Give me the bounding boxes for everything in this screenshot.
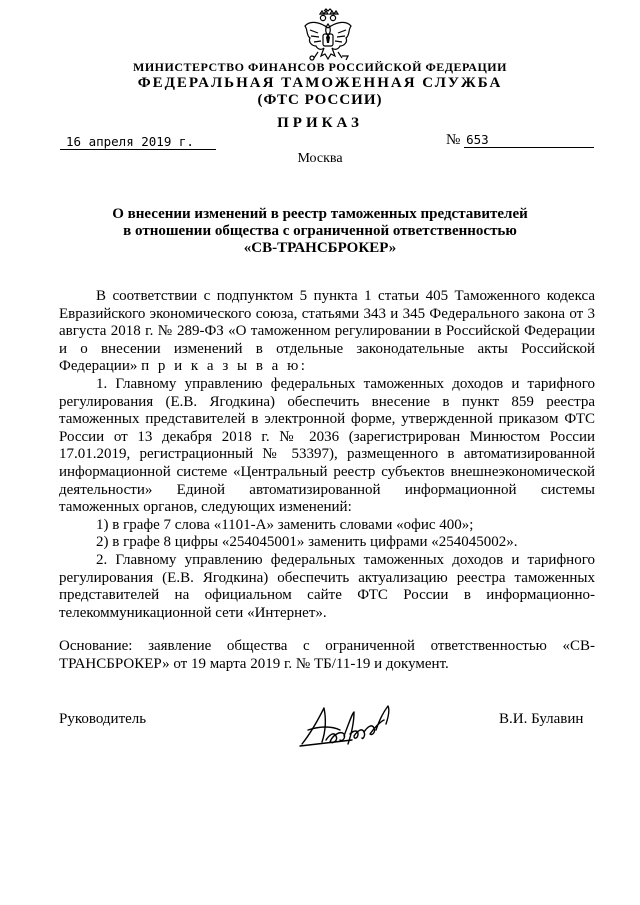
document-type: ПРИКАЗ [277,115,363,131]
document-body [59,288,595,622]
item-1: 1. Главному управлению федеральных таможенных доходов и тарифного регулирования (Е.В. Ягодкина) обеспечить внесение в пункт 859 реестра таможенных представителей в электронной форме, утвержденной приказом ФТС России от 13 декабря 2018 г. № 2036 (зарегистрирован Минюстом России 17.01.2019, регистрационный № 53397), размещенного в автоматизированной информационной системе «Центральный реестр субъектов внешнеэкономической деятельности» Единой автоматизированной информационной системы таможенных органов, следующих изменений: [59,375,595,516]
service-name: ФЕДЕРАЛЬНАЯ ТАМОЖЕННАЯ СЛУЖБА [137,75,503,91]
russian-coat-of-arms-icon [302,8,354,64]
number-sign: № [446,132,461,148]
item-1-sub-2: 2) в графе 8 цифры «254045001» заменить цифрами «254045002». [96,534,518,551]
city: Москва [297,151,343,166]
order-word: п р и к а з ы в а ю [141,358,301,375]
ministry-name: МИНИСТЕРСТВО ФИНАНСОВ РОССИЙСКОЙ ФЕДЕРАЦИИ [133,60,507,74]
basis-text: Основание: заявление общества с ограниченной ответственностью «СВ-ТРАНСБРОКЕР» от 19 марта 2019 г. № ТБ/11-19 и документ. [59,638,595,672]
document-title [0,206,640,257]
order-date: 16 апреля 2019 г. [60,134,216,150]
title-line: «СВ-ТРАНСБРОКЕР» [243,240,397,256]
title-line: О внесении изменений в реестр таможенных представителей [112,206,528,222]
intro-text: В соответствии с подпунктом 5 пункта 1 статьи 405 Таможенного кодекса Евразийского экономического союза, статьями 343 и 345 Федерального закона от 3 августа 2018 г. № 289-ФЗ «О таможенном регулировании в Российской Федерации и о внесении изменений в отдельные законодательные акты Российской Федерации» [59,288,595,375]
title-line: в отношении общества с ограниченной ответственностью [123,223,517,239]
handwritten-signature-icon [296,700,406,752]
number-value: 653 [464,132,594,148]
order-number [446,132,594,149]
item-2: 2. Главному управлению федеральных таможенных доходов и тарифного регулирования (Е.В. Ягодкина) обеспечить актуализацию реестра таможенных представителей на официальном сайте ФТС России в информационно-телекоммуникационной сети «Интернет». [59,551,595,621]
item-1-sub-1: 1) в графе 7 слова «1101-А» заменить словами «офис 400»; [96,516,474,533]
intro-paragraph: В соответствии с подпунктом 5 пункта 1 статьи 405 Таможенного кодекса Евразийского экономического союза, статьями 343 и 345 Федерального закона от 3 августа 2018 г. № 289-ФЗ «О таможенном регулировании в Российской Федерации и о внесении изменений в отдельные законодательные акты Российской Федерации» п р и к а з ы в а ю: [59,288,595,375]
service-short-name: (ФТС РОССИИ) [257,92,383,108]
basis-paragraph [59,638,595,673]
signatory-position: Руководитель [59,711,147,727]
signatory-name: В.И. Булавин [499,711,584,727]
